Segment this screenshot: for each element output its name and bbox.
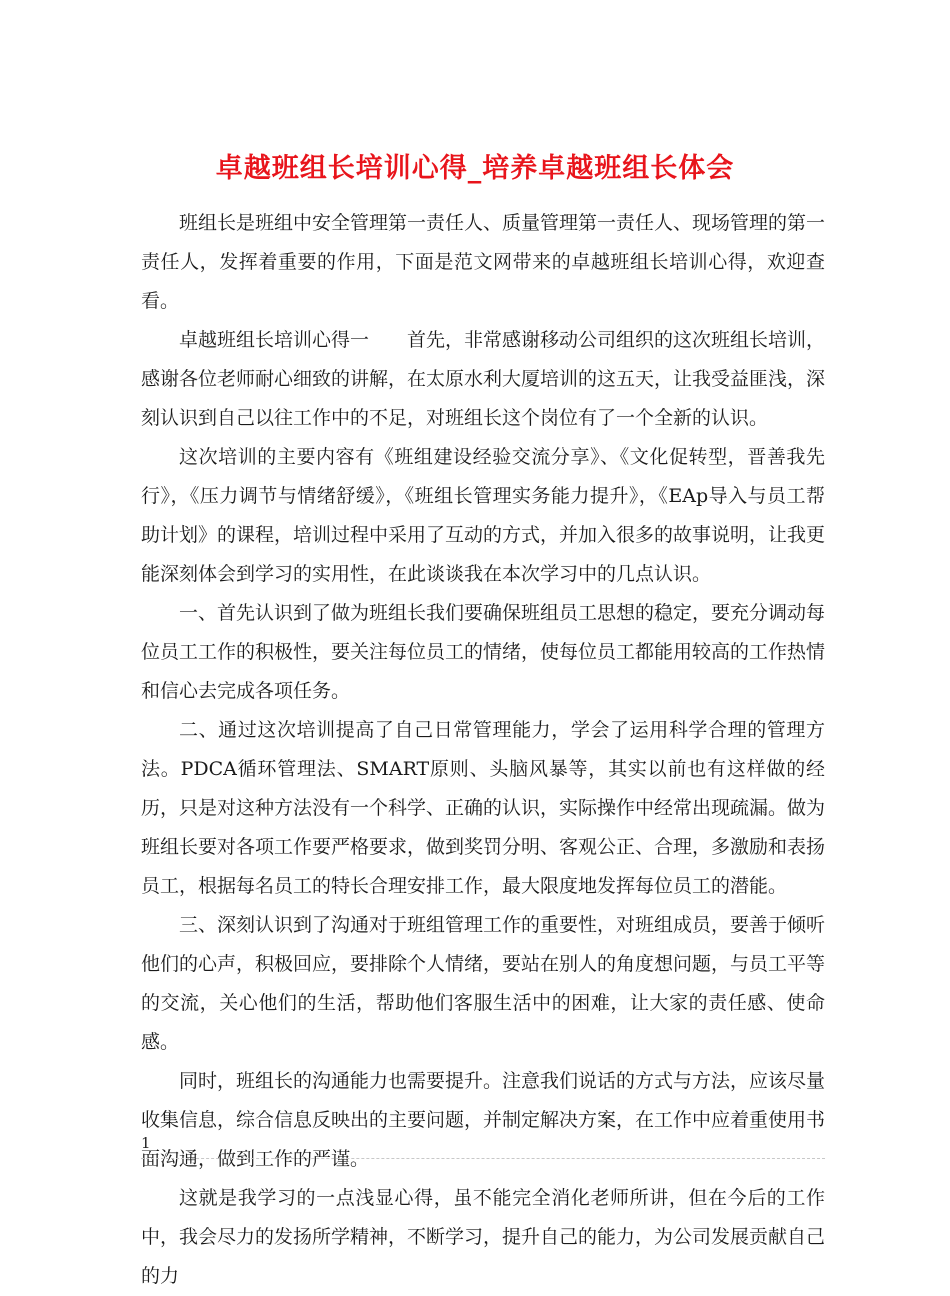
paragraph-point-two: 二、通过这次培训提高了自己日常管理能力，学会了运用科学合理的管理方法。PDCA循环管理法、SMART原则、头脑风暴等，其实以前也有这样做的经历，只是对这种方法没有一个科学、正确的认识，实际操作中经常出现疏漏。做为班组长要对各项工作要严格要求，做到奖罚分明、客观公正、合理，多激励和表扬员工，根据每名员工的特长合理安排工作，最大限度地发挥每位员工的潜能。: [141, 719, 826, 897]
document-body: [141, 204, 825, 1296]
paragraph-opening: 卓越班组长培训心得一 首先，非常感谢移动公司组织的这次班组长培训，感谢各位老师耐心细致的讲解，在太原水利大厦培训的这五天，让我受益匪浅，深刻认识到自己以往工作中的不足，对班组长这个岗位有了一个全新的认识。: [141, 329, 826, 429]
paragraph-course-content: 这次培训的主要内容有《班组建设经验交流分享》、《文化促转型，晋善我先行》，《压力调节与情绪舒缓》，《班组长管理实务能力提升》，《EAp导入与员工帮助计划》的课程，培训过程中采用了互动的方式，并加入很多的故事说明，让我更能深刻体会到学习的实用性，在此谈谈我在本次学习中的几点认识。: [141, 446, 826, 585]
page-number: 1: [141, 1134, 151, 1152]
paragraph-point-three: 三、深刻认识到了沟通对于班组管理工作的重要性，对班组成员，要善于倾听他们的心声，积极回应，要排除个人情绪，要站在别人的角度想问题，与员工平等的交流，关心他们的生活，帮助他们客服生活中的困难，让大家的责任感、使命感。: [141, 914, 826, 1053]
paragraph-point-one: 一、首先认识到了做为班组长我们要确保班组员工思想的稳定，要充分调动每位员工工作的积极性，要关注每位员工的情绪，使每位员工都能用较高的工作热情和信心去完成各项任务。: [141, 602, 826, 702]
footer-divider: [141, 1158, 825, 1159]
paragraph-communication: 同时，班组长的沟通能力也需要提升。注意我们说话的方式与方法，应该尽量收集信息，综合信息反映出的主要问题，并制定解决方案，在工作中应着重使用书面沟通，做到工作的严谨。: [141, 1070, 826, 1170]
document-title: 卓越班组长培训心得_培养卓越班组长体会: [215, 153, 735, 185]
paragraph-intro: 班组长是班组中安全管理第一责任人、质量管理第一责任人、现场管理的第一责任人，发挥着重要的作用，下面是范文网带来的卓越班组长培训心得，欢迎查看。: [141, 212, 826, 312]
paragraph-conclusion: 这就是我学习的一点浅显心得，虽不能完全消化老师所讲，但在今后的工作中，我会尽力的发扬所学精神，不断学习，提升自己的能力，为公司发展贡献自己的力: [141, 1187, 826, 1287]
